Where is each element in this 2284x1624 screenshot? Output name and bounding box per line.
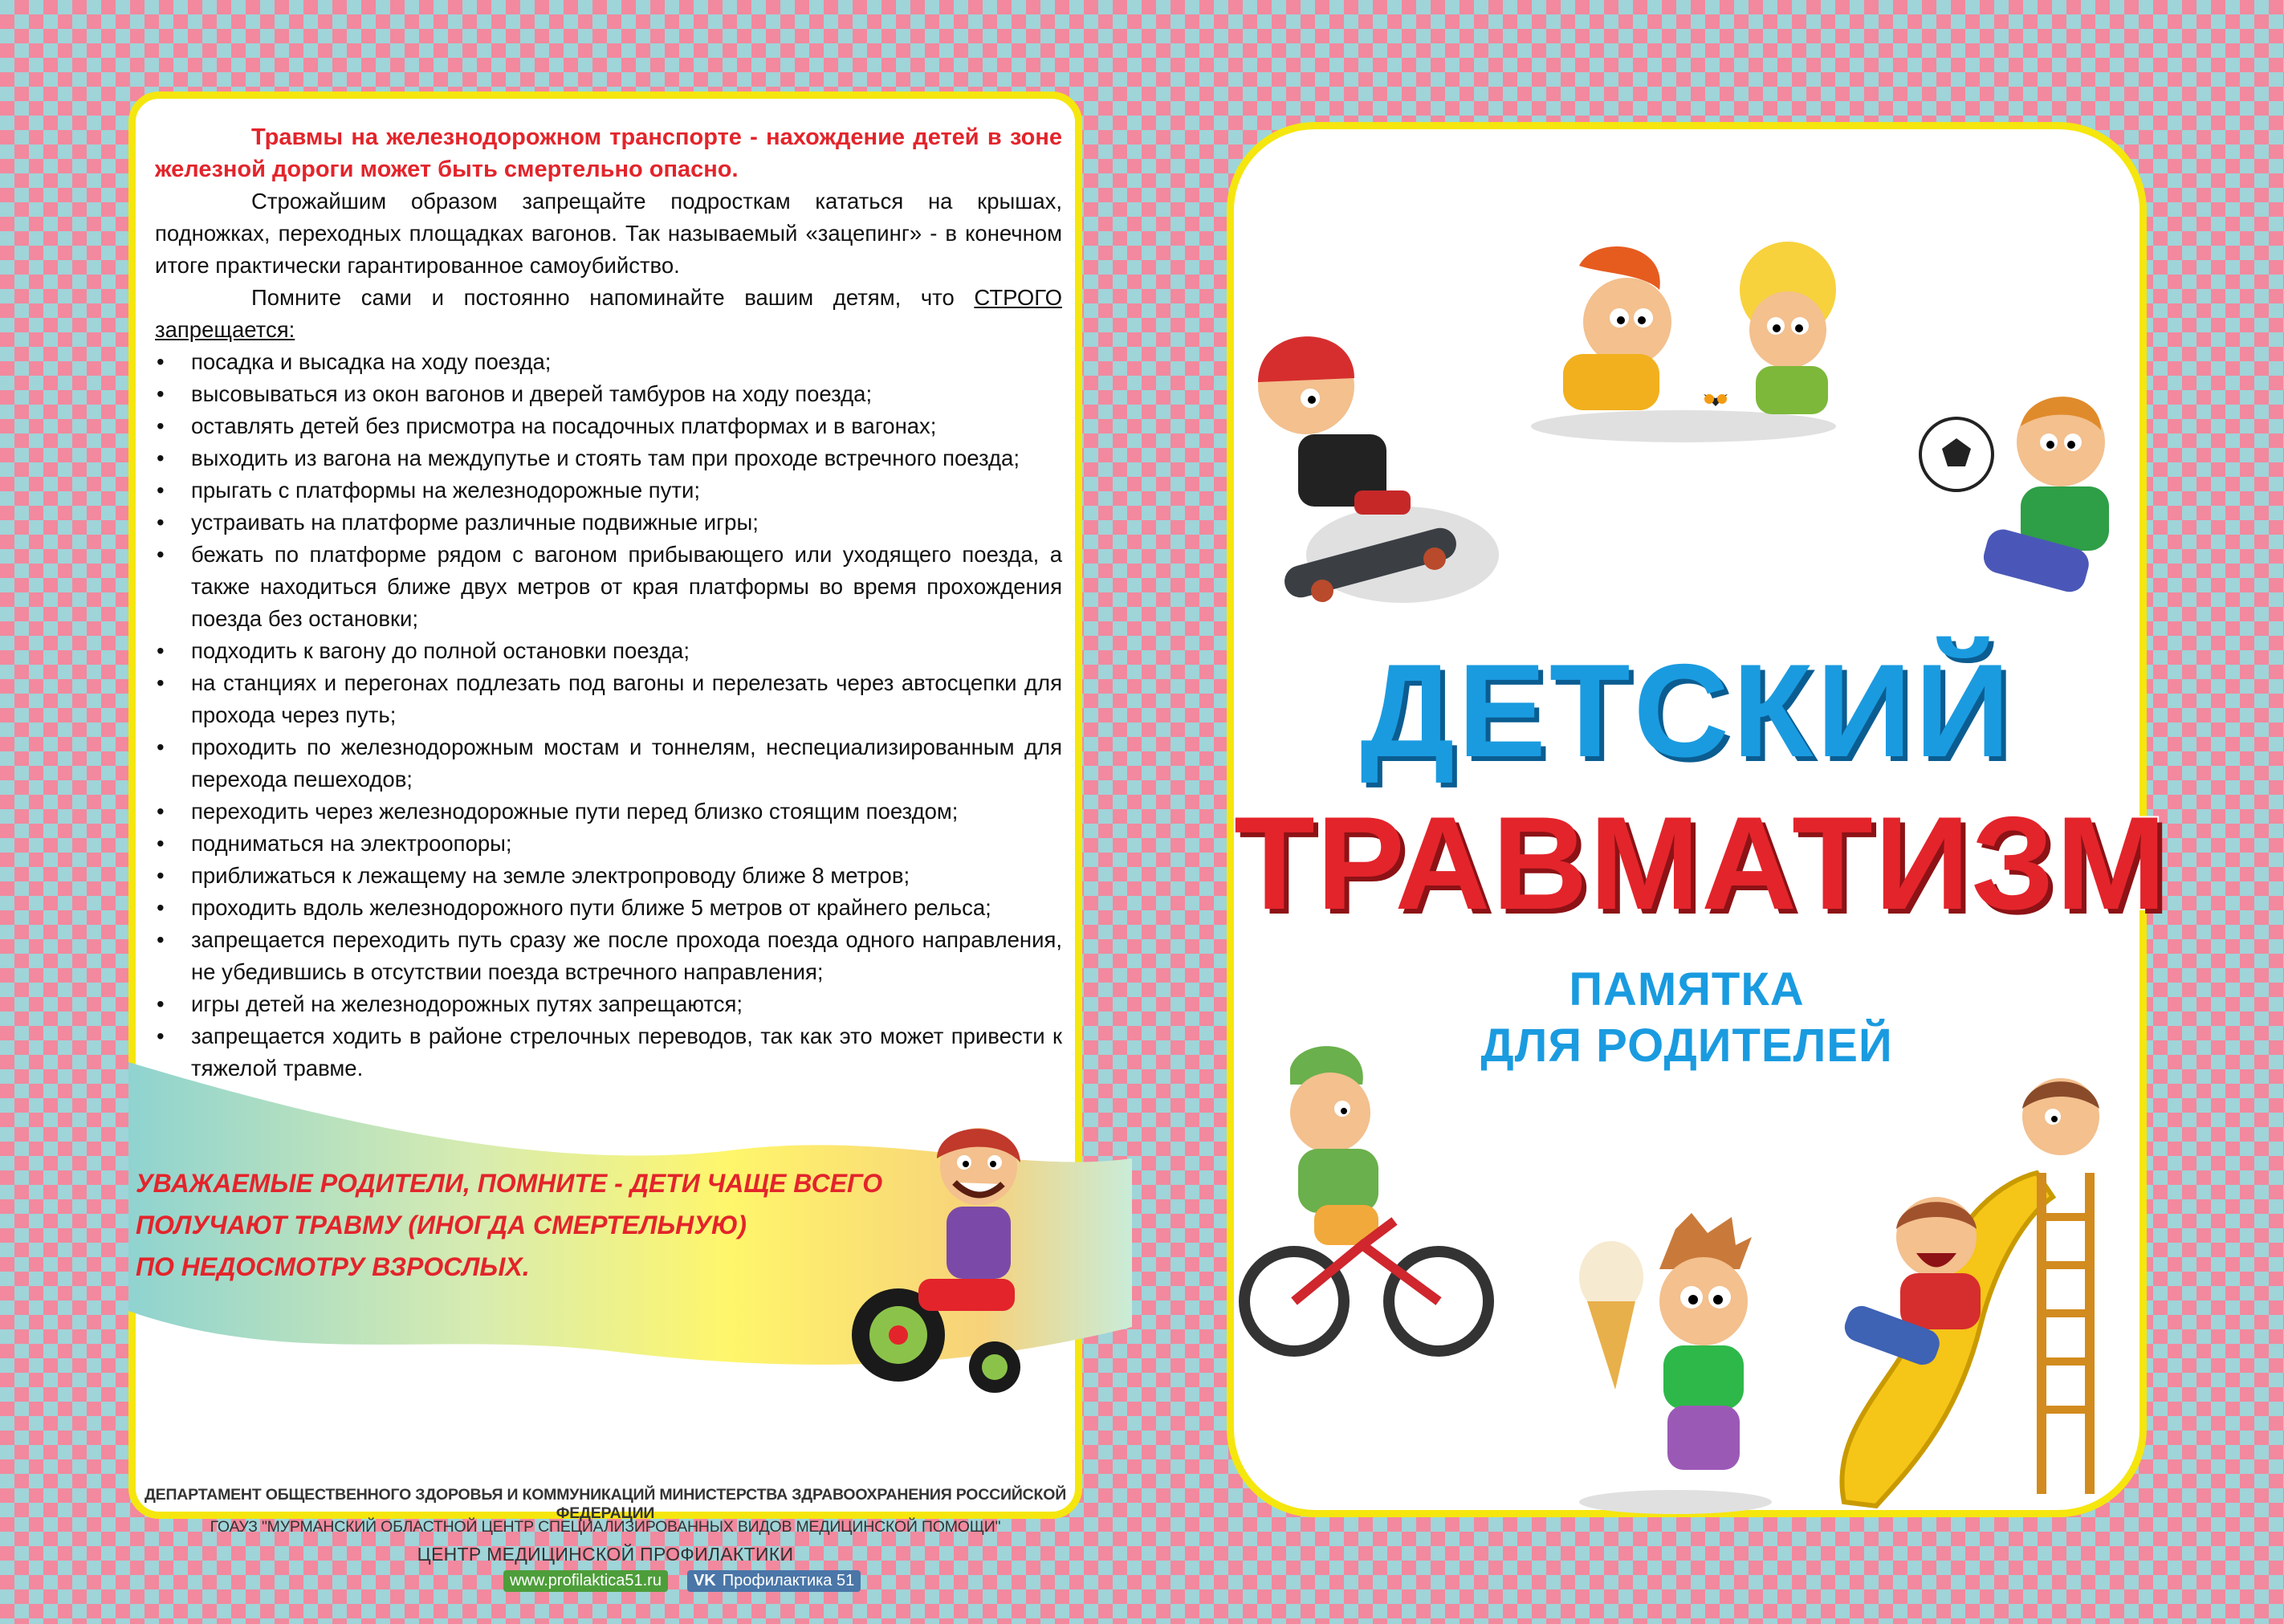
bicycle-kid-illustration xyxy=(1234,1036,1507,1366)
strictly-forbidden: СТРОГО запрещается: xyxy=(155,285,1062,342)
ice-cream-kid-illustration xyxy=(1555,1213,1796,1518)
paragraph-hitching: Строжайшим образом запрещайте подросткам кататься на крышах, подножках, переходных площадках вагонов. Так называемый «зацепинг» - в конечном итоге практически гарантированное самоубийство. xyxy=(155,189,1062,278)
soccer-kid-illustration xyxy=(1908,370,2149,643)
rule-item: • бежать по платформе рядом с вагоном прибывающего или уходящего поезда, а также находиться ближе двух метров от края платформы во время прохождения поезда без остановки; xyxy=(155,539,1062,635)
contact-links xyxy=(503,1570,861,1592)
rule-item: • выходить из вагона на междупутье и стоять там при проходе встречного поезда; xyxy=(155,442,1062,474)
center-name: ЦЕНТР МЕДИЦИНСКОЙ ПРОФИЛАКТИКИ xyxy=(417,1544,794,1565)
rule-item: • на станциях и перегонах подлезать под вагоны и перелезать через автосцепки для прохода через путь; xyxy=(155,667,1062,731)
rule-item: • устраивать на платформе различные подвижные игры; xyxy=(155,507,1062,539)
rule-item: • запрещается ходить в районе стрелочных переводов, так как это может привести к тяжелой травме. xyxy=(155,1020,1062,1085)
rule-item: • прыгать с платформы на железнодорожные пути; xyxy=(155,474,1062,507)
rule-item: • подниматься на электроопоры; xyxy=(155,828,1062,860)
vk-link[interactable] xyxy=(687,1570,861,1592)
skateboard-kid-illustration xyxy=(1234,314,1491,651)
title-children: ДЕТСКИЙ xyxy=(1360,637,2013,784)
warning-line: ПОЛУЧАЮТ ТРАВМУ (ИНОГДА СМЕРТЕЛЬНУЮ) xyxy=(136,1211,747,1239)
info-text xyxy=(155,121,1062,1085)
info-panel xyxy=(128,92,1082,1589)
subtitle-for-parents: ДЛЯ РОДИТЕЛЕЙ xyxy=(1480,1020,1893,1072)
slide-kids-illustration xyxy=(1796,1052,2149,1518)
title-injuries: ТРАВМАТИЗМ xyxy=(1234,789,2168,937)
website-link[interactable]: www.profilaktica51.ru xyxy=(503,1570,668,1592)
cover-panel xyxy=(1227,122,2168,1517)
kids-with-butterfly-illustration xyxy=(1523,242,1900,450)
warning-line: УВАЖАЕМЫЕ РОДИТЕЛИ, ПОМНИТЕ - ДЕТИ ЧАЩЕ ВСЕГО xyxy=(136,1169,883,1198)
department-name: ДЕПАРТАМЕНТ ОБЩЕСТВЕННОГО ЗДОРОВЬЯ И КОММУНИКАЦИЙ МИНИСТЕРСТВА ЗДРАВООХРАНЕНИЯ РОССИЙСКОЙ ФЕДЕРАЦИИ xyxy=(144,1486,1067,1522)
rule-item: • игры детей на железнодорожных путях запрещаются; xyxy=(155,988,1062,1020)
vk-label: Профилактика 51 xyxy=(722,1572,855,1589)
rule-item: • переходить через железнодорожные пути перед близко стоящим поездом; xyxy=(155,796,1062,828)
organization-name: ГОАУЗ "МУРМАНСКИЙ ОБЛАСТНОЙ ЦЕНТР СПЕЦИАЛИЗИРОВАННЫХ ВИДОВ МЕДИЦИНСКОЙ ПОМОЩИ" xyxy=(210,1518,1001,1536)
paragraph-remember xyxy=(155,282,1062,346)
remember-lead: Помните сами и постоянно напоминайте вашим детям, что xyxy=(251,285,975,310)
rule-item: • проходить по железнодорожным мостам и тоннелям, неспециализированным для перехода пешеходов; xyxy=(155,731,1062,796)
warning-line: ПО НЕДОСМОТРУ ВЗРОСЛЫХ. xyxy=(136,1252,530,1281)
tricycle-kid-illustration xyxy=(842,1118,1083,1423)
rule-item: • запрещается переходить путь сразу же после прохода поезда одного направления, не убедившись в отсутствии поезда встречного направления; xyxy=(155,924,1062,988)
vk-icon: VK xyxy=(693,1572,716,1589)
rule-item: • проходить вдоль железнодорожного пути ближе 5 метров от крайнего рельса; xyxy=(155,892,1062,924)
rules-list xyxy=(155,346,1062,1085)
rule-item: • оставлять детей без присмотра на посадочных платформах и в вагонах; xyxy=(155,410,1062,442)
rule-item: • приближаться к лежащему на земле электропроводу ближе 8 метров; xyxy=(155,860,1062,892)
subtitle-memo: ПАМЯТКА xyxy=(1569,963,1805,1016)
rule-item: • посадка и высадка на ходу поезда; xyxy=(155,346,1062,378)
rule-item: • подходить к вагону до полной остановки поезда; xyxy=(155,635,1062,667)
heading-warning: Травмы на железнодорожном транспорте - нахождение детей в зоне железной дороги может быть смертельно опасно. xyxy=(155,124,1062,182)
rule-item: • высовываться из окон вагонов и дверей тамбуров на ходу поезда; xyxy=(155,378,1062,410)
